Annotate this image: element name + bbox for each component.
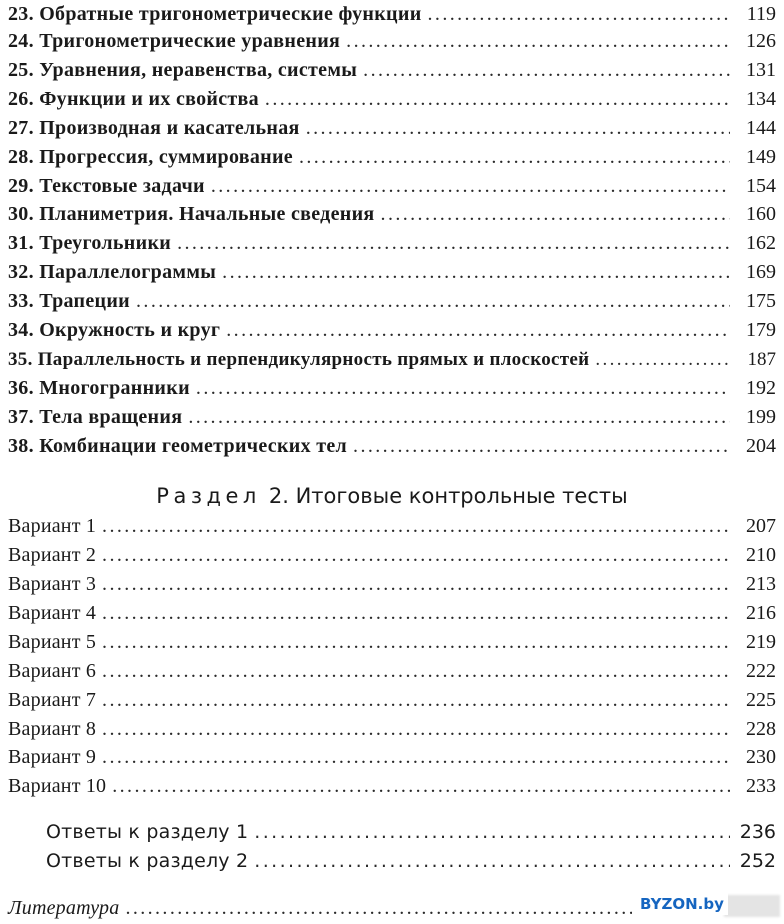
dot-leader (381, 200, 730, 229)
toc-entry-title: 23. Обратные тригонометрические функции (8, 3, 422, 25)
dot-leader (177, 229, 730, 258)
toc-page-number: 131 (746, 59, 776, 81)
toc-page-number: 119 (746, 3, 776, 25)
toc-entry-title: 30. Планиметрия. Начальные сведения (8, 203, 375, 225)
toc-row-variant-2 (8, 541, 776, 570)
toc-row-answers-1 (46, 818, 776, 847)
toc-page-number: 236 (739, 821, 776, 843)
toc-row-variant-3 (8, 570, 776, 599)
dot-leader (102, 599, 730, 628)
toc-row-chapter-34 (8, 316, 776, 345)
toc-page-number: 187 (747, 349, 776, 370)
dot-leader (346, 27, 730, 56)
toc-row-chapter-38 (8, 432, 776, 461)
toc-page-number: 192 (746, 377, 776, 399)
obscured-page-number (724, 895, 780, 917)
toc-row-chapter-35 (8, 345, 776, 374)
dot-leader (136, 287, 730, 316)
dot-leader (211, 172, 730, 201)
toc-page-number: 216 (746, 602, 776, 624)
toc-entry-title: 33. Трапеции (8, 290, 131, 312)
toc-row-variant-6 (8, 657, 776, 686)
toc-row-variant-5 (8, 628, 776, 657)
toc-page-number: 225 (746, 689, 776, 711)
toc-row-chapter-27 (8, 114, 776, 143)
toc-page-number: 213 (746, 573, 776, 595)
toc-entry-title: Вариант 7 (8, 689, 97, 711)
section-title: Итоговые контрольные тесты (295, 484, 628, 508)
toc-row-variant-10 (8, 772, 776, 801)
toc-page-number: 230 (746, 746, 776, 768)
toc-page-number: 134 (746, 88, 776, 110)
dot-leader (102, 512, 730, 541)
dot-leader (125, 894, 632, 923)
dot-leader (102, 715, 730, 744)
toc-page-number: 222 (746, 660, 776, 682)
dot-leader (188, 403, 730, 432)
toc-entry-title: Вариант 5 (8, 631, 97, 653)
section-heading (0, 480, 784, 512)
toc-page-number: 252 (739, 850, 776, 872)
toc-page-number: 149 (746, 146, 776, 168)
toc-page-number: 233 (746, 775, 776, 797)
toc-row-answers-2 (46, 847, 776, 876)
dot-leader (306, 114, 730, 143)
dot-leader (102, 541, 730, 570)
toc-page-number: 160 (746, 203, 776, 225)
dot-leader (102, 570, 730, 599)
dot-leader (112, 772, 730, 801)
section-number: 2. (268, 484, 289, 508)
toc-row-chapter-33 (8, 287, 776, 316)
toc-entry-title: Ответы к разделу 1 (46, 821, 249, 843)
toc-entry-title: 38. Комбинации геометрических тел (8, 435, 348, 457)
toc-entry-title: Вариант 10 (8, 775, 107, 797)
toc-entry-title: Вариант 4 (8, 602, 97, 624)
dot-leader (265, 85, 730, 114)
toc-entry-title: 35. Параллельность и перпендикулярность прямых и плоскостей (8, 349, 590, 370)
toc-page-number: 207 (746, 515, 776, 537)
dot-leader (102, 628, 730, 657)
dot-leader (254, 818, 730, 847)
toc-row-chapter-32 (8, 258, 776, 287)
toc-entry-title: 29. Текстовые задачи (8, 175, 205, 197)
toc-row-chapter-30 (8, 200, 776, 229)
toc-entry-title: 27. Производная и касательная (8, 117, 300, 139)
dot-leader (299, 143, 730, 172)
toc-page-number: 162 (746, 232, 776, 254)
dot-leader (196, 374, 730, 403)
toc-entry-title: Вариант 8 (8, 718, 97, 740)
toc-entry-title: Вариант 9 (8, 746, 97, 768)
toc-entry-title: 25. Уравнения, неравенства, системы (8, 59, 358, 81)
dot-leader (428, 0, 730, 29)
toc-entry-title: 31. Треугольники (8, 232, 172, 254)
toc-row-chapter-25 (8, 56, 776, 85)
toc-entry-title: 26. Функции и их свойства (8, 88, 259, 110)
dot-leader (102, 657, 730, 686)
toc-entry-title: Вариант 6 (8, 660, 97, 682)
section-label: Раздел (156, 484, 261, 508)
toc-entry-title: 32. Параллелограммы (8, 261, 217, 283)
dot-leader (102, 743, 730, 772)
toc-entry-title: 37. Тела вращения (8, 406, 183, 428)
toc-row-chapter-29 (8, 172, 776, 201)
toc-page-number: 144 (746, 117, 776, 139)
toc-entry-title: 36. Многогранники (8, 377, 190, 399)
toc-entry-title: 34. Окружность и круг (8, 319, 221, 341)
toc-page-number: 154 (746, 175, 776, 197)
watermark-logo: BYZON.by (636, 893, 728, 915)
toc-row-chapter-36 (8, 374, 776, 403)
toc-row-literature (8, 894, 638, 923)
toc-entry-title: 28. Прогрессия, суммирование (8, 146, 293, 168)
toc-page-number: 199 (746, 406, 776, 428)
toc-row-variant-8 (8, 715, 776, 744)
toc-page-number: 175 (746, 290, 776, 312)
toc-entry-title: Вариант 3 (8, 573, 97, 595)
toc-page-number: 179 (746, 319, 776, 341)
toc-row-variant-7 (8, 686, 776, 715)
dot-leader (595, 345, 730, 374)
toc-row-chapter-26 (8, 85, 776, 114)
toc-row-chapter-24 (8, 27, 776, 56)
toc-page-number: 210 (746, 544, 776, 566)
toc-entry-title: Вариант 1 (8, 515, 97, 537)
dot-leader (363, 56, 730, 85)
toc-page-number: 126 (746, 30, 776, 52)
toc-row-chapter-31 (8, 229, 776, 258)
toc-page-number: 169 (746, 261, 776, 283)
toc-page-number: 228 (746, 718, 776, 740)
toc-row-variant-9 (8, 743, 776, 772)
dot-leader (102, 686, 730, 715)
toc-row-chapter-28 (8, 143, 776, 172)
dot-leader (222, 258, 730, 287)
dot-leader (353, 432, 730, 461)
toc-entry-title: Литература (8, 897, 120, 919)
toc-row-chapter-37 (8, 403, 776, 432)
toc-page-number: 204 (746, 435, 776, 457)
toc-entry-title: 24. Тригонометрические уравнения (8, 30, 341, 52)
toc-entry-title: Ответы к разделу 2 (46, 850, 249, 872)
toc-page-number: 219 (746, 631, 776, 653)
dot-leader (254, 847, 730, 876)
dot-leader (226, 316, 730, 345)
toc-row-variant-1 (8, 512, 776, 541)
toc-entry-title: Вариант 2 (8, 544, 97, 566)
toc-row-variant-4 (8, 599, 776, 628)
toc-row-chapter-23 (8, 0, 776, 29)
